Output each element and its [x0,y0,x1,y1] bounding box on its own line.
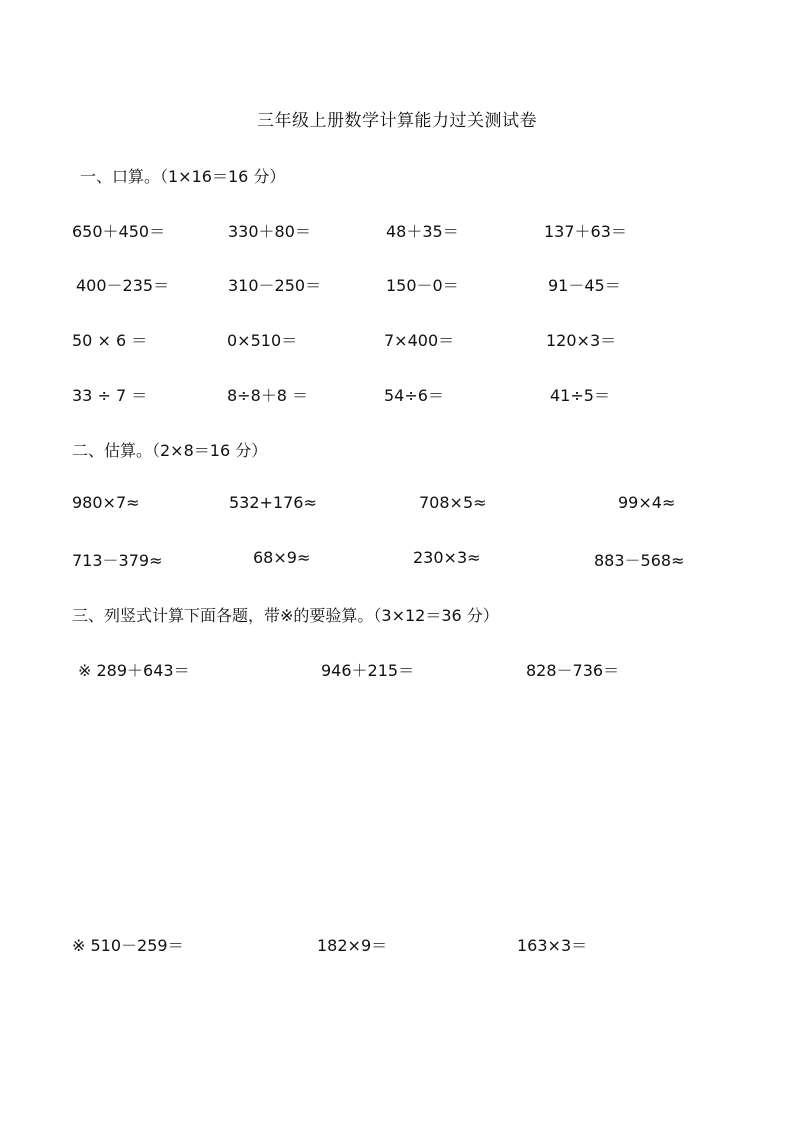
oral-item: 8÷8＋8 ＝ [227,386,309,405]
oral-item: 41÷5＝ [550,386,610,405]
oral-item: 48＋35＝ [386,222,459,241]
oral-item: 310－250＝ [228,276,322,295]
oral-item: 400－235＝ [76,276,170,295]
estimate-item: 708×5≈ [419,493,487,512]
oral-item: 91－45＝ [548,276,621,295]
vertical-calc-item: 828－736＝ [526,661,620,680]
section3-heading: 三、列竖式计算下面各题，带※的要验算。（3×12＝36 分） [72,606,499,625]
section1-heading: 一、口算。（1×16＝16 分） [80,167,286,186]
estimate-item: 532+176≈ [229,493,317,512]
estimate-item: 713－379≈ [72,551,163,570]
estimate-item: 980×7≈ [72,493,140,512]
oral-item: 7×400＝ [384,331,455,350]
estimate-item: 68×9≈ [253,548,311,567]
page-title: 三年级上册数学计算能力过关测试卷 [257,111,537,131]
oral-item: 137＋63＝ [544,222,627,241]
vertical-calc-item: ※ 510－259＝ [72,936,184,955]
estimate-item: 99×4≈ [618,493,676,512]
estimate-item: 883－568≈ [594,551,685,570]
oral-item: 120×3＝ [546,331,617,350]
oral-item: 0×510＝ [227,331,298,350]
oral-item: 54÷6＝ [384,386,444,405]
section2-heading: 二、估算。（2×8＝16 分） [72,441,268,460]
oral-item: 650＋450＝ [72,222,166,241]
vertical-calc-item: ※ 289＋643＝ [78,661,190,680]
oral-item: 33 ÷ 7 ＝ [72,386,148,405]
vertical-calc-item: 946＋215＝ [321,661,415,680]
oral-item: 330＋80＝ [228,222,311,241]
oral-item: 50 × 6 ＝ [72,331,148,350]
vertical-calc-item: 182×9＝ [317,936,388,955]
oral-item: 150－0＝ [386,276,459,295]
estimate-item: 230×3≈ [413,548,481,567]
vertical-calc-item: 163×3＝ [517,936,588,955]
